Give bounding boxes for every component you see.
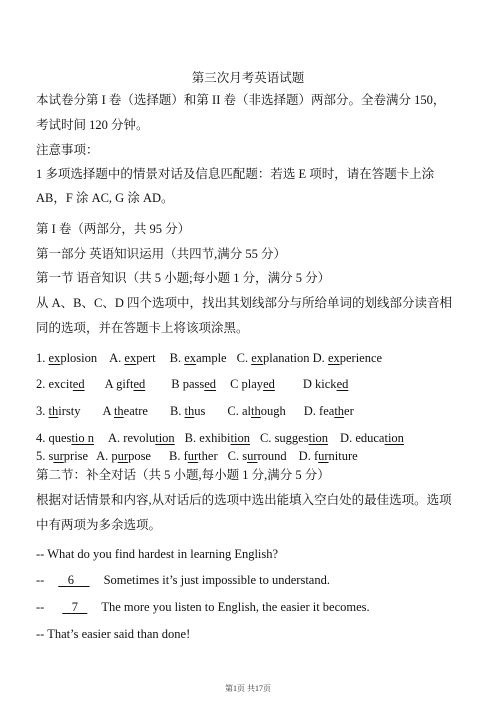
part-1-heading: 第一部分 英语知识运用（共四节,满分 55 分） [36,247,287,261]
option-b: B. exhibition [184,431,250,445]
option-c: C. explanation [236,351,310,365]
option-c: C. suggestion [259,431,329,445]
notes-heading: 注意事项： [36,143,99,157]
option-d: D kicked [302,377,349,391]
option-c: C played [230,377,275,391]
section-2-heading: 第二节：补全对话（共 5 小题,每小题 1 分,满分 5 分） [36,468,330,482]
section-1-heading: 第一节 语音知识（共 5 小题;每小题 1 分，满分 5 分） [36,271,331,285]
option-b: B. further [168,449,218,463]
dialogue-line-3: -- 7 The more you listen to English, the easier it becomes. [36,600,370,614]
option-d: D. feather [303,404,354,418]
note-1-line-1: 1 多项选择题中的情景对话及信息匹配题：若选 E 项时，请在答题卡上涂 [36,167,435,181]
option-a: A. revolution [108,431,175,445]
option-a: A. expert [109,351,156,365]
question-4: 4. questio n A. revolution B. exhibition C. suggestion D. education [36,431,404,445]
page-number-footer: 第1页 共17页 [225,684,271,693]
answer-blank-7: 7 [71,600,78,614]
option-c: C. surround [227,449,287,463]
intro-line-1: 本试卷分第 I 卷（选择题）和第 II 卷（非选择题）两部分。全卷满分 150， [36,93,446,107]
question-5: 5. surprise A. purpose B. further C. surround D. furniture [36,449,358,463]
question-1: 1. explosion A. expert B. example C. explanation D. experience [36,351,383,365]
page-title: 第三次月考英语试题 [191,71,305,85]
section-2-instruction-2: 中有两项为多余选项。 [36,518,162,532]
section-1-instruction-1: 从 A、B、C、D 四个选项中，找出其划线部分与所给单词的划线部分读音相 [36,296,452,310]
intro-line-2: 考试时间 120 分钟。 [36,118,149,132]
option-b: B passed [171,377,217,391]
option-a: A. purpose [96,449,151,463]
option-c: C. although [227,404,286,418]
option-b: B. example [169,351,227,365]
dialogue-line-4: -- That’s easier said than done! [36,627,191,641]
dialogue-line-2: -- 6 Sometimes it’s just impossible to understand. [36,573,330,587]
question-3: 3. thirsty A theatre B. thus C. although D. feather [36,404,354,418]
section-1-instruction-2: 同的选项，并在答题卡上将该项涂黑。 [36,321,249,335]
underlined-part: ex [48,351,61,365]
option-d: D. education [340,431,404,445]
option-d: D. furniture [298,449,358,463]
section-2-instruction-1: 根据对话情景和内容,从对话后的选项中选出能填入空白处的最佳选项。选项 [36,493,452,507]
answer-blank-6: 6 [67,573,74,587]
note-1-line-2: AB，F 涂 AC, G 涂 AD。 [36,191,174,205]
option-d: D. experience [312,351,383,365]
volume-1-heading: 第 I 卷（两部分，共 95 分） [36,222,191,236]
option-b: B. thus [169,404,206,418]
option-a: A theatre [102,404,148,418]
dialogue-line-1: -- What do you find hardest in learning English? [36,547,279,561]
question-2: 2. excited A gifted B passed C played D kicked [36,377,349,391]
option-a: A gifted [104,377,146,391]
